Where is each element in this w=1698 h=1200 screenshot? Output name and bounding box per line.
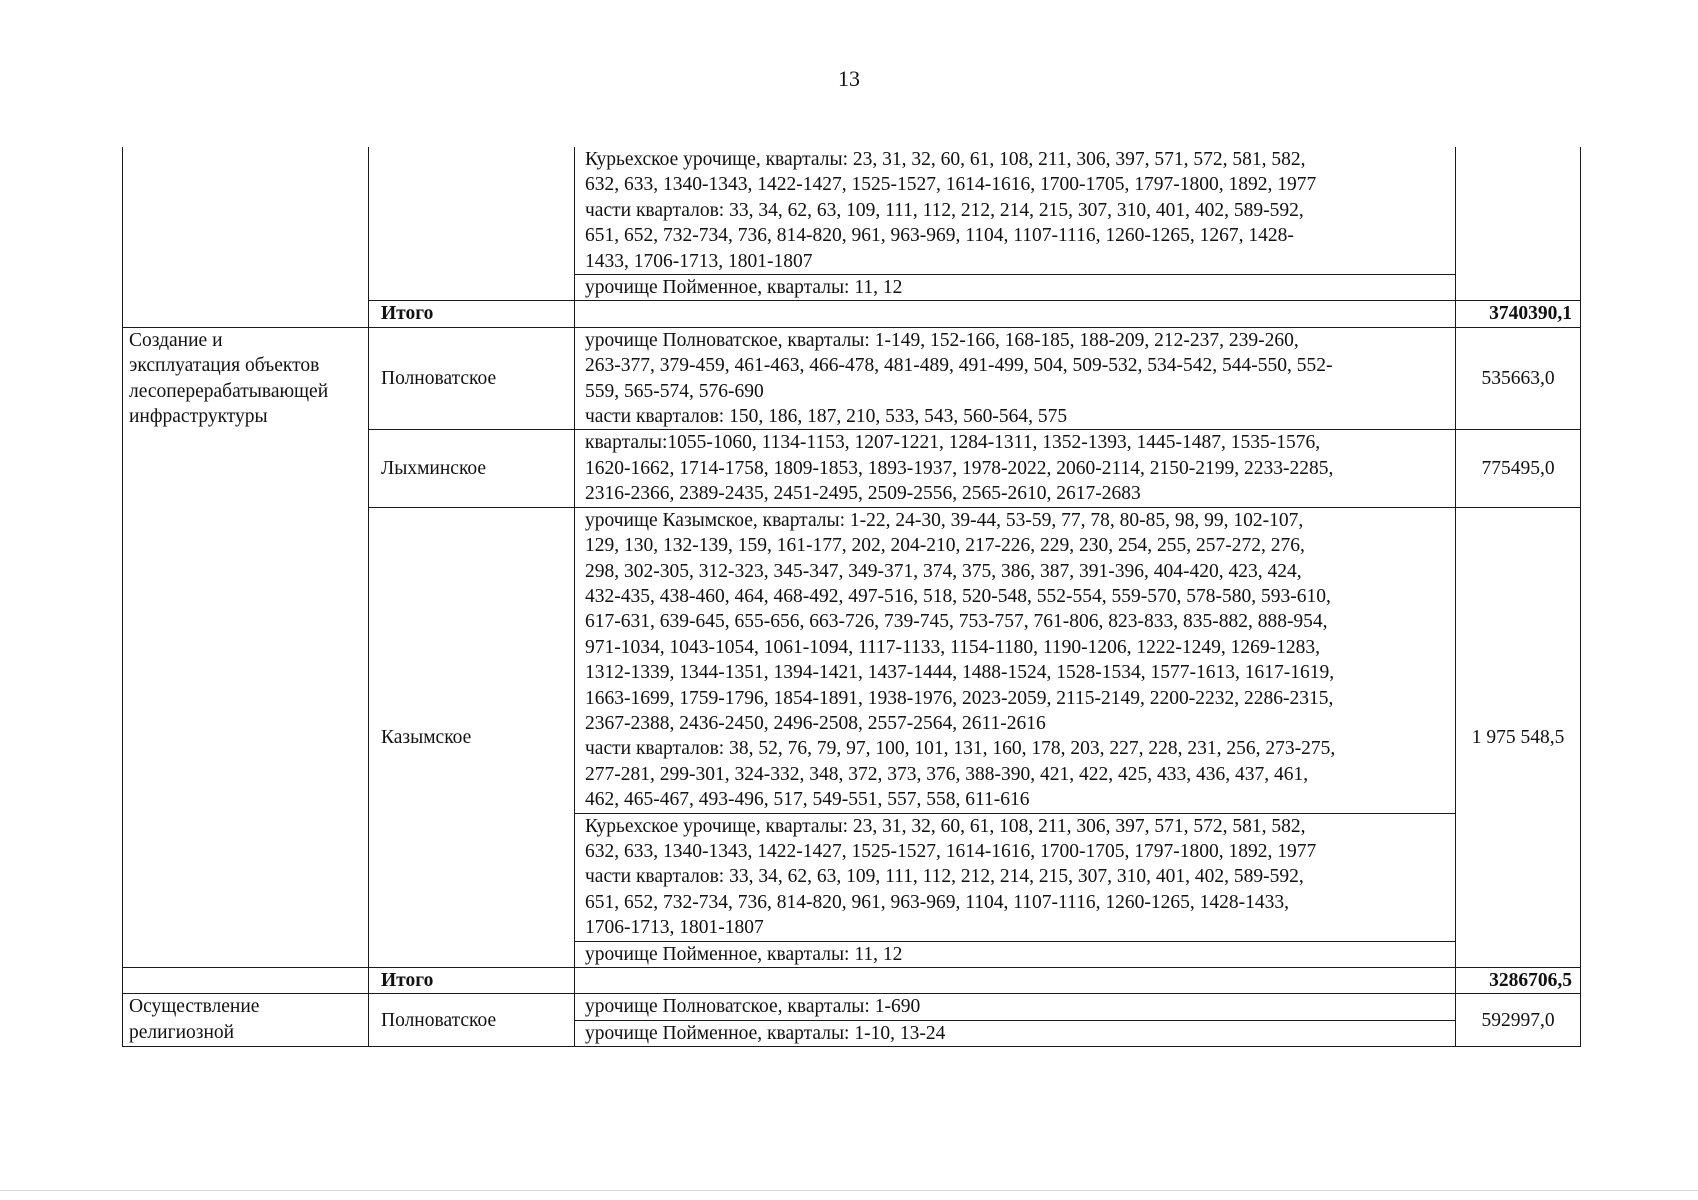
page-bottom-rule (0, 1190, 1698, 1191)
activity-cell (123, 994, 369, 1047)
text-line: 632, 633, 1340-1343, 1422-1427, 1525-1527, 1614-1616, 1700-1705, 1797-1800, 1892, 1977 (585, 174, 1317, 196)
text-line: части кварталов: 33, 34, 62, 63, 109, 111, 112, 212, 214, 215, 307, 310, 401, 402, 589-592, (585, 866, 1304, 888)
text-line: Курьехское урочище, кварталы: 23, 31, 32, 60, 61, 108, 211, 306, 397, 571, 572, 581, 582, (585, 149, 1306, 170)
text-line: 651, 652, 732-734, 736, 814-820, 961, 963-969, 1104, 1107-1116, 1260-1265, 1267, 1428- (585, 225, 1294, 247)
text-line: Осуществление (129, 996, 260, 1018)
text-line: урочище Полноватское, кварталы: 1-149, 152-166, 168-185, 188-209, 212-237, 239-260, (585, 329, 1299, 351)
text-line: инфраструктуры (129, 406, 268, 428)
text-line: части кварталов: 38, 52, 76, 79, 97, 100, 101, 131, 160, 178, 203, 227, 228, 231, 256, 273-275, (585, 738, 1336, 760)
text-line: Курьехское урочище, кварталы: 23, 31, 32, 60, 61, 108, 211, 306, 397, 571, 572, 581, 582, (585, 815, 1306, 837)
text-line: лесоперерабатывающей (129, 380, 329, 402)
area-cell: 1 975 548,5 (1456, 507, 1581, 967)
text-line: урочище Казымское, кварталы: 1-22, 24-30, 39-44, 53-59, 77, 78, 80-85, 98, 99, 102-107, (585, 509, 1304, 531)
text-line: 1706-1713, 1801-1807 (585, 917, 764, 939)
text-line: 129, 130, 132-139, 159, 161-177, 202, 204-210, 217-226, 229, 230, 254, 255, 257-272, 276, (585, 535, 1305, 557)
blocks-cell (575, 327, 1456, 430)
forestry-cell: Полноватское (369, 327, 575, 430)
total-value: 3286706,5 (1456, 968, 1581, 994)
page-number: 13 (838, 66, 860, 91)
forestry-cell: Лыхминское (369, 430, 575, 507)
text-line: 2367-2388, 2436-2450, 2496-2508, 2557-2564, 2611-2616 (585, 712, 1046, 734)
text-line: 462, 465-467, 493-496, 517, 549-551, 557, 558, 611-616 (585, 789, 1030, 811)
total-value: 3740390,1 (1456, 301, 1581, 327)
forestry-cell: Полноватское (369, 994, 575, 1047)
text-line: религиозной (129, 1021, 235, 1043)
text-line: части кварталов: 150, 186, 187, 210, 533, 543, 560-564, 575 (585, 406, 1068, 428)
text-line: урочище Пойменное, кварталы: 11, 12 (585, 943, 903, 965)
text-line: 298, 302-305, 312-323, 345-347, 349-371, 374, 375, 386, 387, 391-396, 404-420, 423, 424, (585, 560, 1302, 582)
text-line: 1620-1662, 1714-1758, 1809-1853, 1893-1937, 1978-2022, 2060-2114, 2150-2199, 2233-2285, (585, 457, 1334, 479)
text-line: 432-435, 438-460, 464, 468-492, 497-516, 518, 520-548, 552-554, 559-570, 578-580, 593-610, (585, 585, 1331, 607)
blocks-cell-empty (575, 301, 1456, 327)
activity-cell (123, 327, 369, 967)
total-row (123, 968, 1581, 994)
area-cell: 592997,0 (1456, 994, 1581, 1047)
activity-cell-empty (123, 968, 369, 994)
blocks-cell (575, 994, 1456, 1020)
total-label: Итого (369, 968, 575, 994)
blocks-cell (575, 507, 1456, 813)
text-line: 617-631, 639-645, 655-656, 663-726, 739-745, 753-757, 761-806, 823-833, 835-882, 888-954, (585, 611, 1328, 633)
blocks-cell (575, 813, 1456, 941)
forestry-cell: Казымское (369, 507, 575, 967)
blocks-cell-empty (575, 968, 1456, 994)
text-line: урочище Пойменное, кварталы: 11, 12 (585, 277, 903, 299)
table-row (123, 327, 1581, 430)
forestry-cell-continued (369, 147, 575, 301)
text-line: 277-281, 299-301, 324-332, 348, 372, 373, 376, 388-390, 421, 422, 425, 433, 436, 437, 461, (585, 763, 1309, 785)
text-line: 2316-2366, 2389-2435, 2451-2495, 2509-2556, 2565-2610, 2617-2683 (585, 483, 1141, 505)
blocks-cell (575, 1020, 1456, 1046)
area-cell: 775495,0 (1456, 430, 1581, 507)
text-line: кварталы:1055-1060, 1134-1153, 1207-1221, 1284-1311, 1352-1393, 1445-1487, 1535-1576, (585, 432, 1321, 454)
text-line: Создание и (129, 329, 223, 351)
forest-blocks-table (122, 147, 1581, 1047)
text-line: 1663-1699, 1759-1796, 1854-1891, 1938-1976, 2023-2059, 2115-2149, 2200-2232, 2286-2315, (585, 687, 1334, 709)
table-row (123, 994, 1581, 1020)
text-line: урочище Пойменное, кварталы: 1-10, 13-24 (585, 1022, 946, 1044)
text-line: 971-1034, 1043-1054, 1061-1094, 1117-1133, 1154-1180, 1190-1206, 1222-1249, 1269-1283, (585, 636, 1320, 658)
text-line: урочище Полноватское, кварталы: 1-690 (585, 996, 921, 1018)
area-cell-continued (1456, 147, 1581, 301)
blocks-cell (575, 941, 1456, 967)
text-line: 1312-1339, 1344-1351, 1394-1421, 1437-1444, 1488-1524, 1528-1534, 1577-1613, 1617-1619, (585, 662, 1335, 684)
blocks-cell (575, 430, 1456, 507)
text-line: 651, 652, 732-734, 736, 814-820, 961, 963-969, 1104, 1107-1116, 1260-1265, 1428-1433, (585, 891, 1289, 913)
text-line: части кварталов: 33, 34, 62, 63, 109, 111, 112, 212, 214, 215, 307, 310, 401, 402, 589-592, (585, 199, 1304, 221)
text-line: 559, 565-574, 576-690 (585, 380, 764, 402)
area-cell: 535663,0 (1456, 327, 1581, 430)
text-line: 263-377, 379-459, 461-463, 466-478, 481-489, 491-499, 504, 509-532, 534-542, 544-550, 552- (585, 355, 1333, 377)
text-line: эксплуатация объектов (129, 355, 320, 377)
text-line: 1433, 1706-1713, 1801-1807 (585, 250, 813, 272)
blocks-cell (575, 275, 1456, 301)
text-line: 632, 633, 1340-1343, 1422-1427, 1525-1527, 1614-1616, 1700-1705, 1797-1800, 1892, 1977 (585, 840, 1317, 862)
table-row (123, 147, 1581, 275)
blocks-cell (575, 147, 1456, 275)
total-label: Итого (369, 301, 575, 327)
activity-cell-continued (123, 147, 369, 327)
